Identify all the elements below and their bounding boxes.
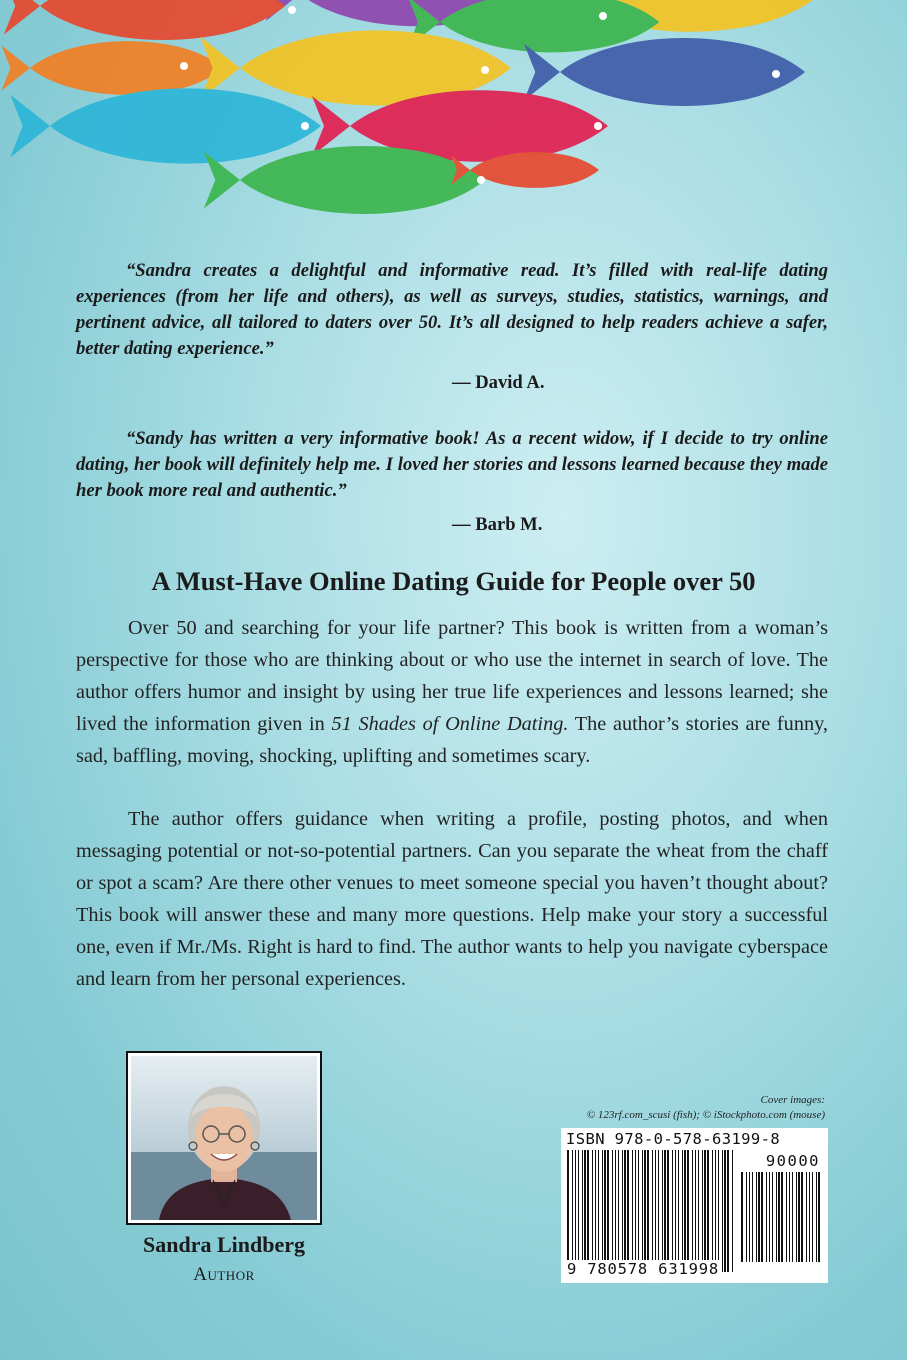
barcode-bar [624, 1150, 626, 1272]
barcode-bar [582, 1150, 583, 1272]
barcode-bar [652, 1150, 653, 1272]
isbn-barcode [561, 1128, 828, 1283]
fish-illustration [0, 0, 907, 235]
barcode-bar [672, 1150, 673, 1272]
barcode-bar [722, 1150, 723, 1272]
barcode-bar [798, 1172, 800, 1262]
barcode-bar [741, 1172, 743, 1262]
image-credits: © 123rf.com_scusi (fish); © iStockphoto.com (mouse) [586, 1109, 825, 1121]
testimonial-attribution: — David A. [452, 372, 545, 393]
testimonial-quote: “Sandra creates a delightful and informative read. It’s filled with real-life dating experiences (from her life and others), as well as surveys, studies, statistics, warnings, and pertinent advice, all tailored to daters over 50. It’s all designed to help readers achieve a safer, better dating experience.” [76, 260, 828, 359]
barcode-bar [695, 1150, 696, 1272]
barcode-bar [595, 1150, 596, 1272]
barcode-bar [801, 1172, 803, 1262]
barcode-bar [647, 1150, 649, 1272]
isbn-number: ISBN 978-0-578-63199-8 [566, 1130, 781, 1148]
barcode-bar [778, 1172, 780, 1262]
barcode-bar [816, 1172, 817, 1262]
barcode-bar [704, 1150, 706, 1272]
barcode-bar [664, 1150, 666, 1272]
barcode-bar [766, 1172, 767, 1262]
barcode-bar [618, 1150, 619, 1272]
barcode-bar [644, 1150, 646, 1272]
testimonial-attribution: — Barb M. [452, 514, 543, 535]
barcode-bar [758, 1172, 760, 1262]
barcode-bar [692, 1150, 693, 1272]
barcode-bar [776, 1172, 777, 1262]
barcode-bar [724, 1150, 726, 1272]
barcode-bar [687, 1150, 689, 1272]
barcode-bar [635, 1150, 636, 1272]
barcode-bar [678, 1150, 679, 1272]
barcode-bar [732, 1150, 733, 1272]
barcode-bar [622, 1150, 623, 1272]
barcode-bar [809, 1172, 810, 1262]
barcode-bar [602, 1150, 603, 1272]
barcode-bar [675, 1150, 676, 1272]
price-code: 90000 [765, 1152, 820, 1170]
barcode-bar [655, 1150, 656, 1272]
barcode-bar [749, 1172, 750, 1262]
barcode-bar [792, 1172, 793, 1262]
ean-digits: 9 780578 631998 [567, 1260, 719, 1278]
barcode-bar [642, 1150, 643, 1272]
barcode-bar [632, 1150, 633, 1272]
barcode-bar [578, 1150, 579, 1272]
barcode-bar [812, 1172, 813, 1262]
author-role: Author [193, 1264, 255, 1285]
barcode-addon-bars [741, 1172, 821, 1262]
barcode-bar [818, 1172, 820, 1262]
barcode-bar [796, 1172, 797, 1262]
barcode-bar [769, 1172, 770, 1262]
barcode-bar [727, 1150, 729, 1272]
barcode-bar [667, 1150, 669, 1272]
description-paragraph [76, 612, 828, 772]
barcode-bar [707, 1150, 709, 1272]
barcode-bar [806, 1172, 807, 1262]
barcode-bar [684, 1150, 686, 1272]
author-name: Sandra Lindberg [143, 1232, 305, 1257]
barcode-bar [772, 1172, 773, 1262]
barcode-bar [761, 1172, 763, 1262]
barcode-bar [712, 1150, 713, 1272]
barcode-bar [575, 1150, 576, 1272]
barcode-bar [567, 1150, 569, 1272]
testimonial-quote: “Sandy has written a very informative book! As a recent widow, if I decide to try online dating, her book will definitely help me. I loved her stories and lessons learned because they made her book more real and authentic.” [76, 428, 828, 501]
barcode-bar [658, 1150, 659, 1272]
barcode-bar [746, 1172, 747, 1262]
barcode-bar [718, 1150, 719, 1272]
image-credits-label: Cover images: [760, 1094, 825, 1106]
description-paragraph: The author offers guidance when writing a profile, posting photos, and when messaging potential or not-so-potential partners. Can you separate the wheat from the chaff or spot a scam? Are there other venues to meet someone special you haven’t thought about? This book will answer these and many more questions. Help make your story a successful one, even if Mr./Ms. Right is hard to find. The author wants to help you navigate cyberspace and learn from her personal experiences. [76, 808, 828, 990]
barcode-bar [682, 1150, 683, 1272]
barcode-bar [572, 1150, 573, 1272]
barcode-bars [567, 1150, 733, 1272]
barcode-bar [752, 1172, 753, 1262]
barcode-bar [615, 1150, 616, 1272]
barcode-bar [592, 1150, 593, 1272]
author-portrait-image [131, 1056, 317, 1220]
barcode-bar [587, 1150, 589, 1272]
author-photo [126, 1051, 322, 1225]
description-text: The author’s stories are funny, sad, baffling, moving, shocking, uplifting and sometimes scary. [76, 713, 828, 767]
barcode-bar [702, 1150, 703, 1272]
barcode-bar [598, 1150, 599, 1272]
barcode-bar [662, 1150, 663, 1272]
book-headline: A Must-Have Online Dating Guide for People over 50 [151, 566, 756, 596]
barcode-bar [638, 1150, 639, 1272]
barcode-bar [612, 1150, 613, 1272]
barcode-bar [698, 1150, 699, 1272]
book-title: 51 Shades of Online Dating. [331, 713, 569, 735]
barcode-bar [604, 1150, 606, 1272]
barcode-bar [786, 1172, 787, 1262]
barcode-bar [627, 1150, 629, 1272]
barcode-bar [607, 1150, 609, 1272]
barcode-bar [584, 1150, 586, 1272]
barcode-bar [789, 1172, 790, 1262]
barcode-bar [756, 1172, 757, 1262]
barcode-bar [781, 1172, 783, 1262]
description-text: Over 50 and searching for your life partner? This book is written from a woman’s perspective for those who are thinking about or who use the internet in search of love. The author offers humor and insight by using her true life experiences and lessons learned; she lived the information given in [76, 617, 828, 735]
barcode-bar [715, 1150, 716, 1272]
